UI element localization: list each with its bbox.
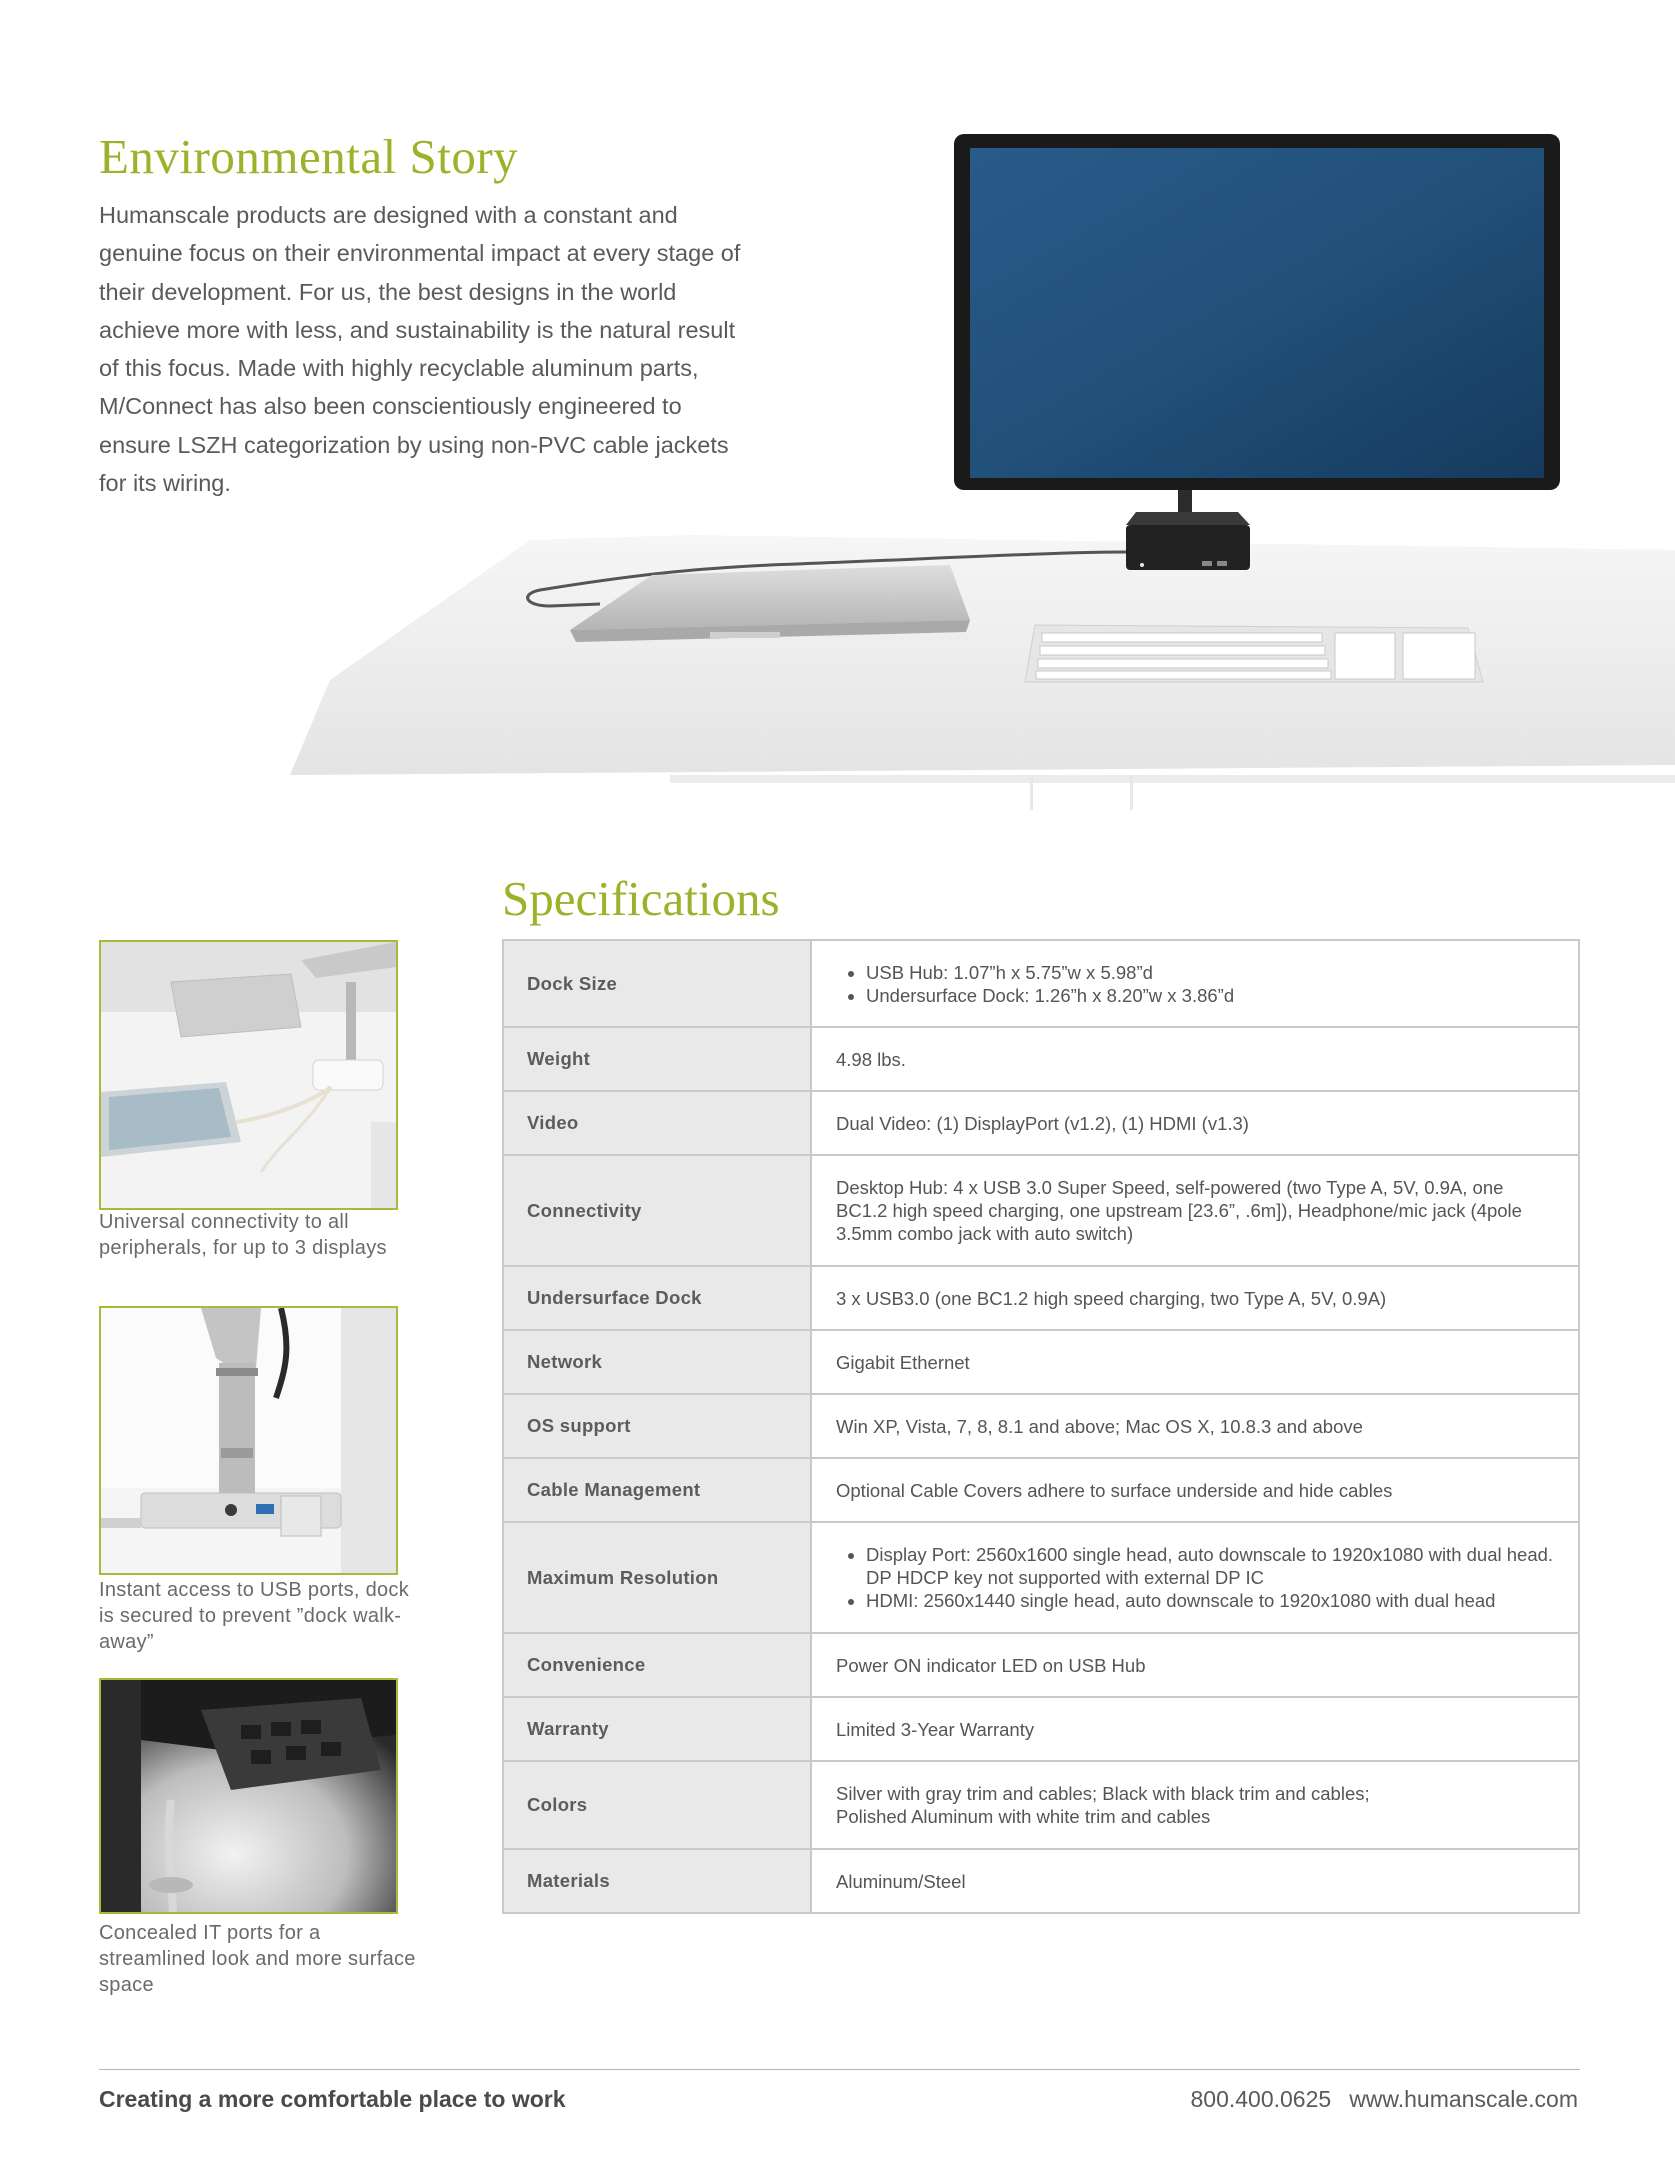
footer-divider bbox=[99, 2069, 1580, 2070]
footer-phone: 800.400.0625 bbox=[1190, 2086, 1332, 2112]
feature-photo-concealed-ports bbox=[99, 1678, 398, 1914]
spec-value bbox=[811, 940, 1579, 1027]
footer-tagline: Creating a more comfortable place to work bbox=[99, 2086, 566, 2112]
spec-value: Gigabit Ethernet bbox=[811, 1330, 1579, 1394]
spec-value: Limited 3-Year Warranty bbox=[811, 1697, 1579, 1761]
spec-value: Aluminum/Steel bbox=[811, 1849, 1579, 1913]
spec-row-weight bbox=[503, 1027, 1579, 1091]
spec-label: Warranty bbox=[503, 1697, 811, 1761]
feature-caption-connectivity: Universal connectivity to all peripherals, for up to 3 displays bbox=[99, 1211, 387, 1259]
spec-row-connectivity bbox=[503, 1155, 1579, 1266]
spec-row-os-support bbox=[503, 1394, 1579, 1458]
spec-label: Dock Size bbox=[503, 940, 811, 1027]
spec-row-dock-size bbox=[503, 940, 1579, 1027]
spec-value: 4.98 lbs. bbox=[811, 1027, 1579, 1091]
environmental-story-body: Humanscale products are designed with a constant and genuine focus on their environmental impact at every stage of their development. For us, the best designs in the world achieve more with less, and sustainability is the natural result of this focus. Made with highly recyclable aluminum parts, M/Connect has also been conscientiously engineered to ensure LSZH categorization by using non-PVC cable jackets for its wiring. bbox=[99, 202, 741, 497]
spec-label: Convenience bbox=[503, 1633, 811, 1697]
spec-row-convenience bbox=[503, 1633, 1579, 1697]
spec-row-maximum-resolution bbox=[503, 1522, 1579, 1633]
spec-row-video bbox=[503, 1091, 1579, 1155]
specifications-title: Specifications bbox=[502, 871, 780, 926]
spec-value: Desktop Hub: 4 x USB 3.0 Super Speed, self-powered (two Type A, 5V, 0.9A, one BC1.2 high speed charging, one upstream [23.6”, .6m]), Headphone/mic jack (4pole 3.5mm combo jack with auto switch) bbox=[811, 1155, 1579, 1266]
spec-row-materials bbox=[503, 1849, 1579, 1913]
spec-label: Network bbox=[503, 1330, 811, 1394]
spec-row-undersurface-dock bbox=[503, 1266, 1579, 1330]
feature-caption-concealed-ports: Concealed IT ports for a streamlined look and more surface space bbox=[99, 1922, 416, 1996]
spec-label: Connectivity bbox=[503, 1155, 811, 1266]
specifications-table bbox=[502, 939, 1580, 1914]
spec-label: Undersurface Dock bbox=[503, 1266, 811, 1330]
spec-value: Optional Cable Covers adhere to surface underside and hide cables bbox=[811, 1458, 1579, 1522]
footer-contact bbox=[1190, 2086, 1578, 2113]
spec-value: 3 x USB3.0 (one BC1.2 high speed charging, two Type A, 5V, 0.9A) bbox=[811, 1266, 1579, 1330]
spec-label: Colors bbox=[503, 1761, 811, 1849]
product-hero-image bbox=[290, 120, 1675, 820]
spec-row-colors bbox=[503, 1761, 1579, 1849]
feature-caption-usb-ports: Instant access to USB ports, dock is secured to prevent ”dock walk-away” bbox=[99, 1579, 410, 1653]
spec-label: OS support bbox=[503, 1394, 811, 1458]
spec-row-network bbox=[503, 1330, 1579, 1394]
spec-bullet: • USB Hub: 1.07”h x 5.75”w x 5.98”d bbox=[866, 961, 1554, 984]
spec-line: Silver with gray trim and cables; Black with black trim and cables; bbox=[836, 1783, 1370, 1804]
footer-website-link[interactable]: www.humanscale.com bbox=[1349, 2086, 1578, 2112]
spec-label: Video bbox=[503, 1091, 811, 1155]
spec-row-warranty bbox=[503, 1697, 1579, 1761]
spec-value bbox=[811, 1522, 1579, 1633]
environmental-story-title: Environmental Story bbox=[99, 129, 519, 184]
spec-bullet: • Undersurface Dock: 1.26”h x 8.20”w x 3.86”d bbox=[866, 984, 1554, 1007]
spec-bullet: • HDMI: 2560x1440 single head, auto downscale to 1920x1080 with dual head bbox=[866, 1589, 1554, 1612]
spec-label: Materials bbox=[503, 1849, 811, 1913]
spec-value: Win XP, Vista, 7, 8, 8.1 and above; Mac OS X, 10.8.3 and above bbox=[811, 1394, 1579, 1458]
spec-row-cable-management bbox=[503, 1458, 1579, 1522]
feature-photo-connectivity bbox=[99, 940, 398, 1210]
spec-value: Dual Video: (1) DisplayPort (v1.2), (1) HDMI (v1.3) bbox=[811, 1091, 1579, 1155]
spec-bullet: • Display Port: 2560x1600 single head, auto downscale to 1920x1080 with dual head. DP HDCP key not supported with external DP IC bbox=[866, 1543, 1554, 1589]
spec-label: Maximum Resolution bbox=[503, 1522, 811, 1633]
spec-label: Cable Management bbox=[503, 1458, 811, 1522]
spec-line: Polished Aluminum with white trim and cables bbox=[836, 1806, 1211, 1827]
spec-value: Power ON indicator LED on USB Hub bbox=[811, 1633, 1579, 1697]
spec-label: Weight bbox=[503, 1027, 811, 1091]
spec-value bbox=[811, 1761, 1579, 1849]
feature-photo-usb-ports bbox=[99, 1306, 398, 1575]
